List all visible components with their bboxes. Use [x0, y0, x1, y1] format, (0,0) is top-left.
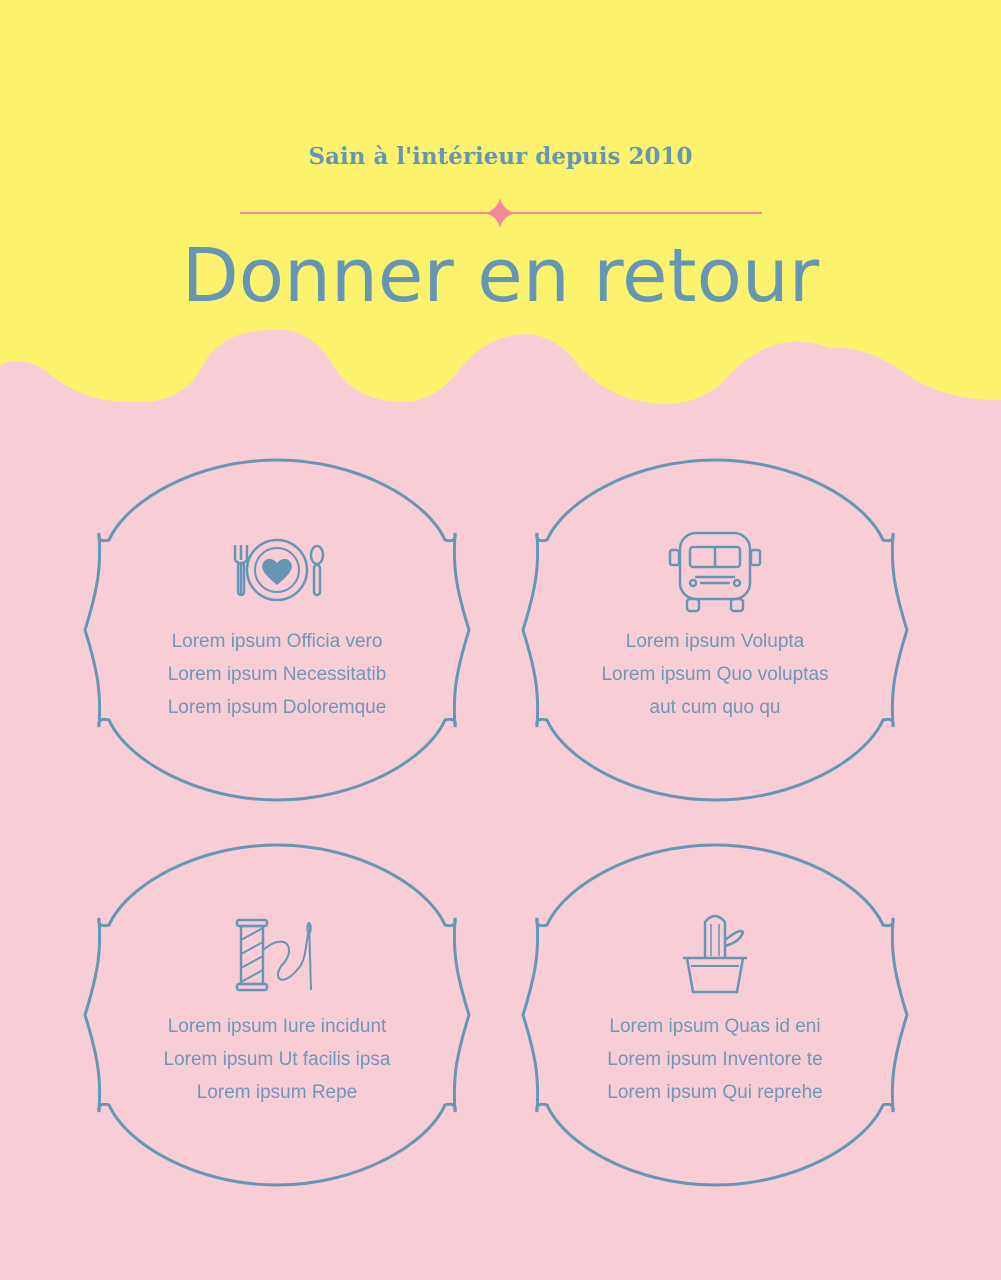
card-line: Lorem ipsum Repe	[196, 1082, 358, 1103]
bus-icon	[665, 525, 765, 615]
thread-spool-needle-icon	[227, 910, 327, 1000]
card-4	[515, 840, 915, 1190]
card-text	[545, 625, 885, 724]
plate-heart-cutlery-icon	[227, 525, 327, 615]
card-text	[107, 625, 447, 724]
card-line: Lorem ipsum Officia vero	[171, 631, 383, 652]
page-subtitle: Sain à l'intérieur depuis 2010	[308, 143, 693, 170]
card-line: Lorem ipsum Doloremque	[167, 697, 387, 718]
card-3	[77, 840, 477, 1190]
card-1	[77, 455, 477, 805]
potted-cactus-icon	[665, 910, 765, 1000]
card-line: Lorem ipsum Quo voluptas	[601, 664, 829, 685]
card-text	[107, 1010, 447, 1109]
card-line: aut cum quo qu	[649, 697, 781, 718]
card-line: Lorem ipsum Quas id eni	[609, 1016, 821, 1037]
card-line: Lorem ipsum Volupta	[625, 631, 805, 652]
card-line: Lorem ipsum Ut facilis ipsa	[163, 1049, 391, 1070]
card-line: Lorem ipsum Iure incidunt	[167, 1016, 387, 1037]
card-line: Lorem ipsum Inventore te	[607, 1049, 823, 1070]
card-text	[545, 1010, 885, 1109]
card-line: Lorem ipsum Necessitatib	[167, 664, 387, 685]
page-title: Donner en retour	[181, 233, 820, 319]
card-line: Lorem ipsum Qui reprehe	[607, 1082, 823, 1103]
card-2	[515, 455, 915, 805]
